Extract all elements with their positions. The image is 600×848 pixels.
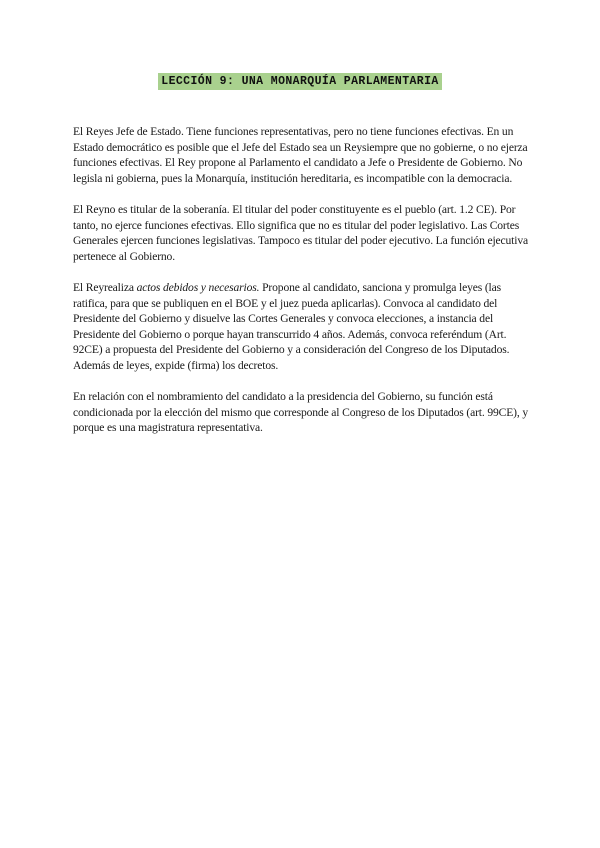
paragraph-3-emphasis: actos debidos y necesarios. [136,280,260,294]
paragraph-3-end: Propone al candidato, sanciona y promulga leyes (las ratifica, para que se publiquen en el BOE y el juez pueda aplicarlas). Convoca al candidato del Presidente del Gobierno y disuelve las Cortes Generales y convoca elecciones, a instancia del Presidente del Gobierno o porque hayan transcurrido 4 años. Además, convoca referéndum (Art. 92CE) a propuesta del Presidente del Gobierno y a consideración del Congreso de los Diputados. Además de leyes, expide (firma) los decretos. [73,280,510,372]
paragraph-3 [73,280,533,374]
page-title: LECCIÓN 9: UNA MONARQUÍA PARLAMENTARIA [158,73,441,90]
paragraph-2: El Reyno es titular de la soberanía. El titular del poder constituyente es el pueblo (art. 1.2 CE). Por tanto, no ejerce funciones efectivas. Ello significa que no es titular del poder legislativo. Las Cortes Generales ejercen funciones legislativas. Tampoco es titular del poder ejecutivo. La función ejecutiva pertenece al Gobierno. [73,202,528,263]
title-container [0,71,600,90]
document-body [73,124,533,451]
paragraph-1: El Reyes Jefe de Estado. Tiene funciones representativas, pero no tiene funciones efectivas. En un Estado democrático es posible que el Jefe del Estado sea un Reysiempre que no gobierne, o no ejerza funciones efectivas. El Rey propone al Parlamento el candidato a Jefe o Presidente de Gobierno. No legisla ni gobierna, pues la Monarquía, institución hereditaria, es incompatible con la democracia. [73,125,528,185]
paragraph-3-start: El Reyrealiza [73,280,137,294]
paragraph-4: En relación con el nombramiento del candidato a la presidencia del Gobierno, su función está condicionada por la elección del mismo que corresponde al Congreso de los Diputados (art. 99CE), y porque es una magistratura representativa. [73,390,529,435]
